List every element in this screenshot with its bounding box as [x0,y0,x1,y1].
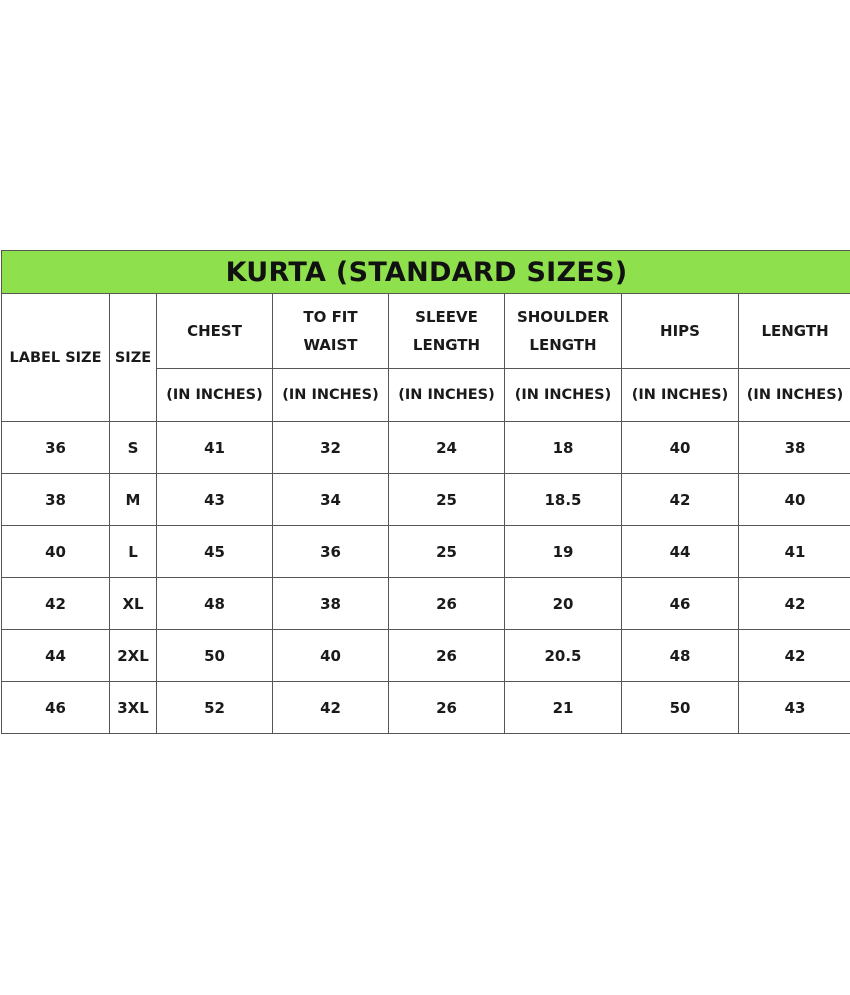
table-row [2,422,850,474]
column-header-length [739,294,850,369]
column-header-waist [273,294,389,369]
value-cell: 43 [739,682,850,734]
value-cell: 18 [505,422,622,474]
table-row [2,682,850,734]
size-header: SIZE [110,294,157,422]
value-cell: 25 [389,474,505,526]
value-cell: 50 [157,630,273,682]
column-header-line1: TO FIT [303,308,358,326]
column-header-chest [157,294,273,369]
value-cell: 26 [389,682,505,734]
value-cell: 40 [622,422,739,474]
value-cell: 26 [389,630,505,682]
value-cell: 50 [622,682,739,734]
value-cell: 44 [622,526,739,578]
table-row [2,474,850,526]
value-cell: 34 [273,474,389,526]
value-cell: 38 [739,422,850,474]
size-cell: L [110,526,157,578]
value-cell: 52 [157,682,273,734]
size-chart-table [1,250,850,734]
chart-title: KURTA (STANDARD SIZES) [2,251,850,294]
label-size-cell: 42 [2,578,110,630]
unit-label: (IN INCHES) [739,369,850,422]
label-size-cell: 40 [2,526,110,578]
value-cell: 42 [273,682,389,734]
size-cell: S [110,422,157,474]
label-size-header: LABEL SIZE [2,294,110,422]
column-header-sleeve-length [389,294,505,369]
value-cell: 40 [739,474,850,526]
label-size-cell: 44 [2,630,110,682]
column-header-line1: SHOULDER [516,308,610,326]
table-row [2,630,850,682]
label-size-cell: 38 [2,474,110,526]
value-cell: 24 [389,422,505,474]
column-header-line1: SLEEVE [415,308,478,326]
value-cell: 25 [389,526,505,578]
value-cell: 41 [739,526,850,578]
value-cell: 45 [157,526,273,578]
unit-label: (IN INCHES) [273,369,389,422]
value-cell: 42 [622,474,739,526]
column-header-shoulder-length [505,294,622,369]
value-cell: 18.5 [505,474,622,526]
value-cell: 48 [622,630,739,682]
column-header-line1: CHEST [187,322,242,340]
size-cell: M [110,474,157,526]
unit-label: (IN INCHES) [157,369,273,422]
value-cell: 42 [739,630,850,682]
label-size-cell: 46 [2,682,110,734]
size-cell: 2XL [110,630,157,682]
value-cell: 36 [273,526,389,578]
value-cell: 21 [505,682,622,734]
label-size-cell: 36 [2,422,110,474]
unit-label: (IN INCHES) [622,369,739,422]
column-header-line2: LENGTH [529,336,597,354]
table-row [2,526,850,578]
column-header-line1: HIPS [660,322,700,340]
column-header-line1: LENGTH [761,322,829,340]
column-header-hips [622,294,739,369]
value-cell: 20 [505,578,622,630]
value-cell: 20.5 [505,630,622,682]
value-cell: 41 [157,422,273,474]
value-cell: 19 [505,526,622,578]
value-cell: 42 [739,578,850,630]
value-cell: 48 [157,578,273,630]
value-cell: 38 [273,578,389,630]
size-cell: 3XL [110,682,157,734]
value-cell: 26 [389,578,505,630]
value-cell: 46 [622,578,739,630]
table-row [2,578,850,630]
unit-label: (IN INCHES) [505,369,622,422]
unit-label: (IN INCHES) [389,369,505,422]
column-header-line2: LENGTH [412,336,481,354]
column-header-line2: WAIST [303,336,358,354]
value-cell: 40 [273,630,389,682]
value-cell: 32 [273,422,389,474]
size-cell: XL [110,578,157,630]
value-cell: 43 [157,474,273,526]
